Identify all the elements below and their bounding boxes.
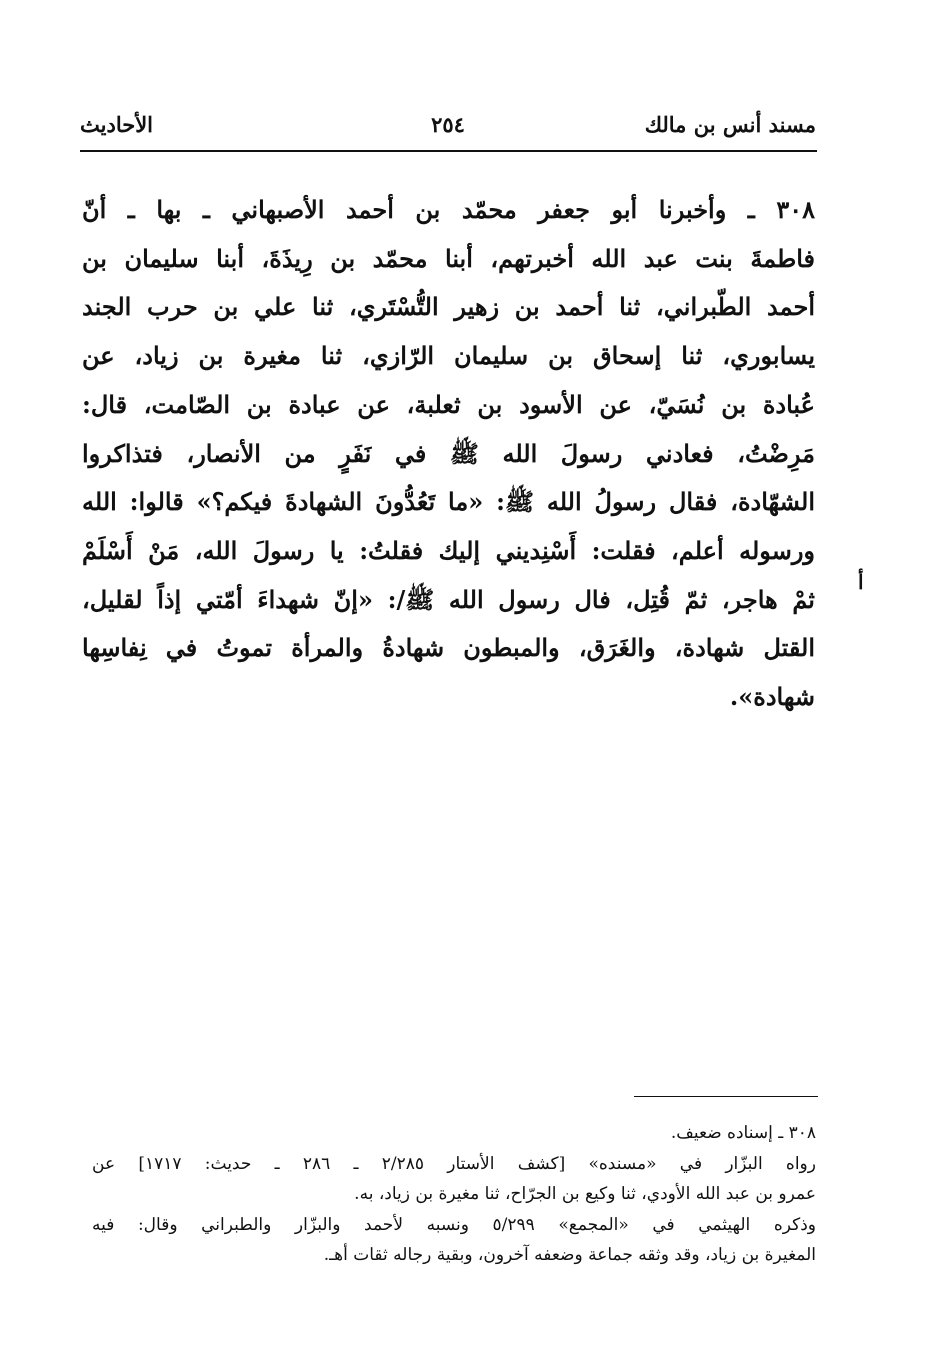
- page-number: ٢٥٤: [431, 112, 465, 137]
- hadith-line: ٣٠٨ ـ وأخبرنا أبو جعفر محمّد بن أحمد الأصبهاني ـ بها ـ أنّ: [82, 195, 815, 224]
- hadith-line: القتل شهادة، والغَرَق، والمبطون شهادةُ والمرأة تموتُ في نِفاسِها: [82, 633, 815, 663]
- header-divider: [80, 150, 817, 152]
- footnote-line: عمرو بن عبد الله الأودي، ثنا وكيع بن الجرّاح، ثنا مغيرة بن زياد، به.: [354, 1184, 816, 1204]
- footnote-line: وذكره الهيثمي في «المجمع» ٥/٢٩٩ ونسبه لأحمد والبزّار والطبراني وقال: فيه: [92, 1214, 816, 1235]
- footnote-divider: [634, 1096, 818, 1097]
- footnote-line: المغيرة بن زياد، وقد وثقه جماعة وضعفه آخرون، وبقية رجاله ثقات أهـ.: [323, 1245, 816, 1265]
- book-title: مسند أنس بن مالك: [644, 112, 816, 137]
- section-title: الأحاديث: [80, 112, 154, 137]
- footnote-line: رواه البزّار في «مسنده» [كشف الأستار ٢/٢٨٥ ـ ٢٨٦ ـ حديث: ١٧١٧] عن: [92, 1153, 816, 1174]
- hadith-line: ثمْ هاجر، ثمّ قُتِل، فال رسول الله ﷺ/: «إنّ شهداءَ أمّتي إذاً لقليل،: [82, 584, 815, 614]
- hadith-line: مَرِضْتُ، فعادني رسولَ الله ﷺ في نَفَرٍ من الأنصار، فتذاكروا: [82, 438, 815, 468]
- hadith-line: شهادة».: [729, 682, 815, 712]
- hadith-line: فاطمةَ بنت عبد الله أخبرتهم، أبنا محمّد بن رِيذَةَ، أبنا سليمان بن: [82, 243, 815, 273]
- margin-manuscript-marker: أ: [858, 570, 864, 594]
- hadith-line: الشهّادة، فقال رسولُ الله ﷺ: «ما تَعُدُّونَ الشهادةَ فيكم؟» قالوا: الله: [82, 487, 815, 517]
- hadith-text: [82, 186, 815, 722]
- footnotes: [92, 1118, 816, 1271]
- running-header: [80, 112, 816, 148]
- hadith-line: أحمد الطّبراني، ثنا أحمد بن زهير التُّسْتَري، ثنا علي بن حرب الجند: [82, 292, 815, 322]
- hadith-line: عُبادة بن نُسَيّ، عن الأسود بن ثعلبة، عن عبادة بن الصّامت، قال:: [82, 389, 815, 419]
- hadith-line: يسابوري، ثنا إسحاق بن سليمان الرّازي، ثنا مغيرة بن زياد، عن: [82, 341, 815, 371]
- footnote-line: ٣٠٨ ـ إسناده ضعيف.: [670, 1123, 816, 1143]
- hadith-line: ورسوله أعلم، فقلت: أَسْنِديني إليك فقلتُ: يا رسولَ الله، مَنْ أَسْلَمْ: [82, 535, 815, 565]
